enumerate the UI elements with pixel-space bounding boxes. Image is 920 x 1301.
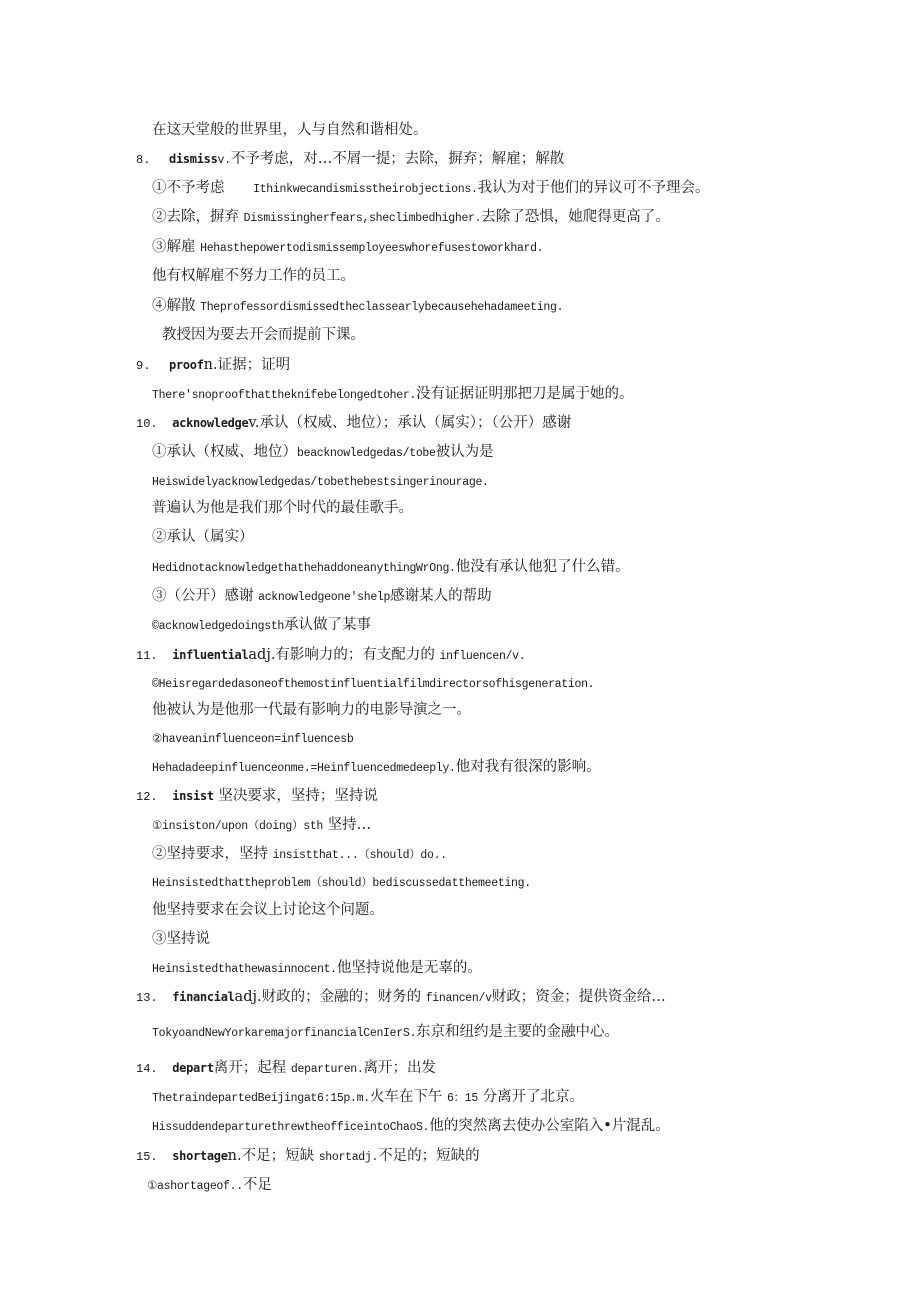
sense-label: ③坚持说 bbox=[152, 931, 210, 947]
related-definition: 离开；出发 bbox=[363, 1060, 437, 1076]
sense-label: ①不予考虑 bbox=[152, 180, 225, 196]
headword: insist bbox=[172, 789, 214, 803]
example-zh: 火车在下午 bbox=[369, 1089, 443, 1105]
sense-label: ④解散 bbox=[152, 298, 196, 314]
example-zh: 普遍认为他是我们那个时代的最佳歌手。 bbox=[152, 500, 413, 516]
entry-number: 12. bbox=[136, 790, 158, 804]
example-en: Hedidnotacknowledgethathehaddoneanything bbox=[152, 562, 417, 575]
example-en: Dismissingherfears,sheclimbedhigher. bbox=[243, 212, 482, 225]
phrase-zh: 被认为是 bbox=[435, 444, 494, 460]
example-line bbox=[152, 958, 482, 980]
definition-pos: v. bbox=[217, 154, 231, 167]
example-line bbox=[152, 384, 634, 406]
headword: depart bbox=[172, 1061, 214, 1075]
phrase-en: beacknowledgedas/tobe bbox=[297, 447, 436, 460]
example-en bbox=[152, 673, 594, 695]
sense-line bbox=[152, 296, 563, 318]
example-zh: 去除了恐惧，她爬得更高了。 bbox=[481, 209, 670, 225]
entry-number: 10. bbox=[136, 417, 158, 431]
example-zh: 他坚持要求在会议上讨论这个问题。 bbox=[152, 902, 384, 918]
example-zh: 他坚持说他是无辜的。 bbox=[336, 960, 482, 976]
phrase-zh: 坚持… bbox=[327, 817, 372, 833]
definition: adj.财政的；金融的；财务的 bbox=[234, 989, 422, 1005]
definition: 坚决要求，坚持；坚持说 bbox=[218, 788, 378, 804]
phrase-en: ①insiston/upon（doing）sth bbox=[152, 820, 324, 833]
example-zh: 没有证据证明那把刀是属于她的。 bbox=[416, 386, 634, 402]
example-zh: 他被认为是他那一代最有影响力的电影导演之一。 bbox=[152, 702, 471, 718]
sense-line bbox=[152, 442, 494, 464]
sense-label: ③解雇 bbox=[152, 239, 196, 255]
definition: n.不足；短缺 bbox=[227, 1148, 315, 1164]
example-en: TokyoandNewYorkaremajorfinancialCenIerS. bbox=[152, 1027, 417, 1040]
phrase-line bbox=[147, 1175, 272, 1197]
sense-label: ②承认（属实） bbox=[152, 529, 254, 545]
entry-number: 14. bbox=[136, 1062, 158, 1076]
example-zh: 他的突然离去使办公室陷入•片混乱。 bbox=[429, 1118, 670, 1134]
related-definition: 不足的；短缺的 bbox=[378, 1148, 480, 1164]
example-en-text: Heinsistedthattheproblem（should）bediscussedatthemeeting. bbox=[152, 877, 531, 890]
example-en bbox=[152, 471, 489, 493]
sense-label: ①承认（权威、地位） bbox=[152, 444, 297, 460]
definition: n.证据；证明 bbox=[203, 357, 291, 373]
related-word: departuren. bbox=[290, 1063, 364, 1076]
example-en: Heinsistedthathewasinnocent. bbox=[152, 963, 337, 976]
example-en: Theprofessordismissedtheclassearlybecausehehadameeting. bbox=[200, 301, 564, 314]
entry-depart-heading bbox=[136, 1058, 436, 1080]
example-en-text: Heiswidelyacknowledgedas/tobethebestsingerinourage. bbox=[152, 476, 489, 489]
example-zh: 教授因为要去开会而提前下课。 bbox=[162, 327, 365, 343]
sense-label: ②去除，摒弃 bbox=[152, 209, 239, 225]
phrase-en: ①ashortageof.. bbox=[147, 1180, 243, 1193]
entry-number: 11. bbox=[136, 649, 158, 663]
entry-financial-heading bbox=[136, 987, 666, 1009]
related-word: financen/v bbox=[425, 992, 492, 1005]
phrase-zh: 承认做了某事 bbox=[284, 617, 372, 633]
definition: v.承认（权威、地位）；承认（属实）；（公开）感谢 bbox=[248, 415, 572, 431]
entry-number: 13. bbox=[136, 991, 158, 1005]
entry-influential-heading bbox=[136, 645, 525, 667]
entry-number: 15. bbox=[136, 1150, 158, 1164]
headword: proof bbox=[169, 358, 204, 372]
entry-proof-heading bbox=[136, 355, 290, 376]
example-zh: 他对我有很深的影响。 bbox=[455, 759, 601, 775]
entry-dismiss-heading bbox=[136, 149, 564, 171]
entry-acknowledge-heading bbox=[136, 413, 571, 434]
entry-number: 9. bbox=[136, 359, 151, 373]
example-line bbox=[152, 1116, 670, 1138]
example-en: HissuddendeparturethrewtheofficeintoChaoS. bbox=[152, 1121, 430, 1134]
related-word: shortadj. bbox=[318, 1151, 379, 1164]
sense-line bbox=[152, 844, 447, 866]
example-en-tail: WrOng. bbox=[416, 562, 456, 575]
headword: financial bbox=[172, 990, 235, 1004]
entry-number: 8. bbox=[136, 153, 151, 167]
definition-text: 不予考虑，对…不屑一提；去除，摒弃；解雇；解散 bbox=[230, 151, 565, 167]
phrase-line bbox=[152, 615, 371, 637]
example-line bbox=[152, 757, 601, 779]
phrase-en: insistthat...（should）do.. bbox=[272, 849, 447, 862]
sense-line bbox=[152, 586, 492, 608]
example-zh: 他有权解雇不努力工作的员工。 bbox=[152, 268, 355, 284]
related-definition: 财政；资金；提供资金给… bbox=[491, 989, 666, 1005]
entry-insist-heading bbox=[136, 786, 378, 807]
sense-line bbox=[152, 207, 670, 229]
definition: adj.有影响力的；有支配力的 bbox=[248, 647, 435, 663]
phrase-zh: 不足 bbox=[242, 1177, 272, 1193]
sense-line bbox=[152, 178, 710, 200]
example-line bbox=[152, 557, 630, 579]
example-en: There'snoproofthattheknifebelongedtoher. bbox=[152, 389, 417, 402]
example-en: ThetraindepartedBeijingat6:15p.m. bbox=[152, 1092, 370, 1105]
example-en: Hehadadeepinfluenceonme.=Heinfluencedmedeeply. bbox=[152, 762, 456, 775]
phrase-en: ©acknowledgedoingsth bbox=[152, 620, 285, 633]
phrase-en: ②haveaninfluenceon=influencesb bbox=[152, 733, 354, 746]
example-zh: 东京和纽约是主要的金融中心。 bbox=[416, 1024, 620, 1040]
headword: shortage bbox=[172, 1149, 228, 1163]
text-line: 在这天堂般的世界里，人与自然和谐相处。 bbox=[152, 122, 428, 138]
headword: dismiss bbox=[169, 152, 218, 166]
phrase-line bbox=[152, 728, 353, 750]
example-en-text: ©Heisregardedasoneofthemostinfluentialfilmdirectorsofhisgeneration. bbox=[152, 678, 595, 691]
example-zh: 我认为对于他们的异议可不予理会。 bbox=[477, 180, 710, 196]
sense-line bbox=[152, 237, 543, 259]
phrase-line bbox=[152, 815, 371, 837]
example-line bbox=[152, 1087, 584, 1109]
headword: acknowledge bbox=[172, 416, 249, 430]
entry-shortage-heading bbox=[136, 1146, 480, 1168]
headword: influential bbox=[172, 648, 249, 662]
phrase-en: acknowledgeone'shelp bbox=[258, 591, 391, 604]
example-time: 6：15 bbox=[446, 1092, 478, 1105]
example-line bbox=[152, 1022, 619, 1044]
example-en: Ithinkwecandismisstheirobjections. bbox=[253, 183, 478, 196]
example-zh: 他没有承认他犯了什么错。 bbox=[455, 559, 630, 575]
sense-label: ③（公开）感谢 bbox=[152, 588, 254, 604]
related-word: influencen/v. bbox=[439, 650, 526, 663]
example-en: Hehasthepowertodismissemployeeswhorefusestoworkhard. bbox=[200, 242, 544, 255]
phrase-zh: 感谢某人的帮助 bbox=[390, 588, 492, 604]
example-en bbox=[152, 872, 531, 894]
example-zh-tail: 分离开了北京。 bbox=[482, 1089, 585, 1105]
sense-label: ②坚持要求，坚持 bbox=[152, 846, 268, 862]
definition: 离开；起程 bbox=[213, 1060, 287, 1076]
